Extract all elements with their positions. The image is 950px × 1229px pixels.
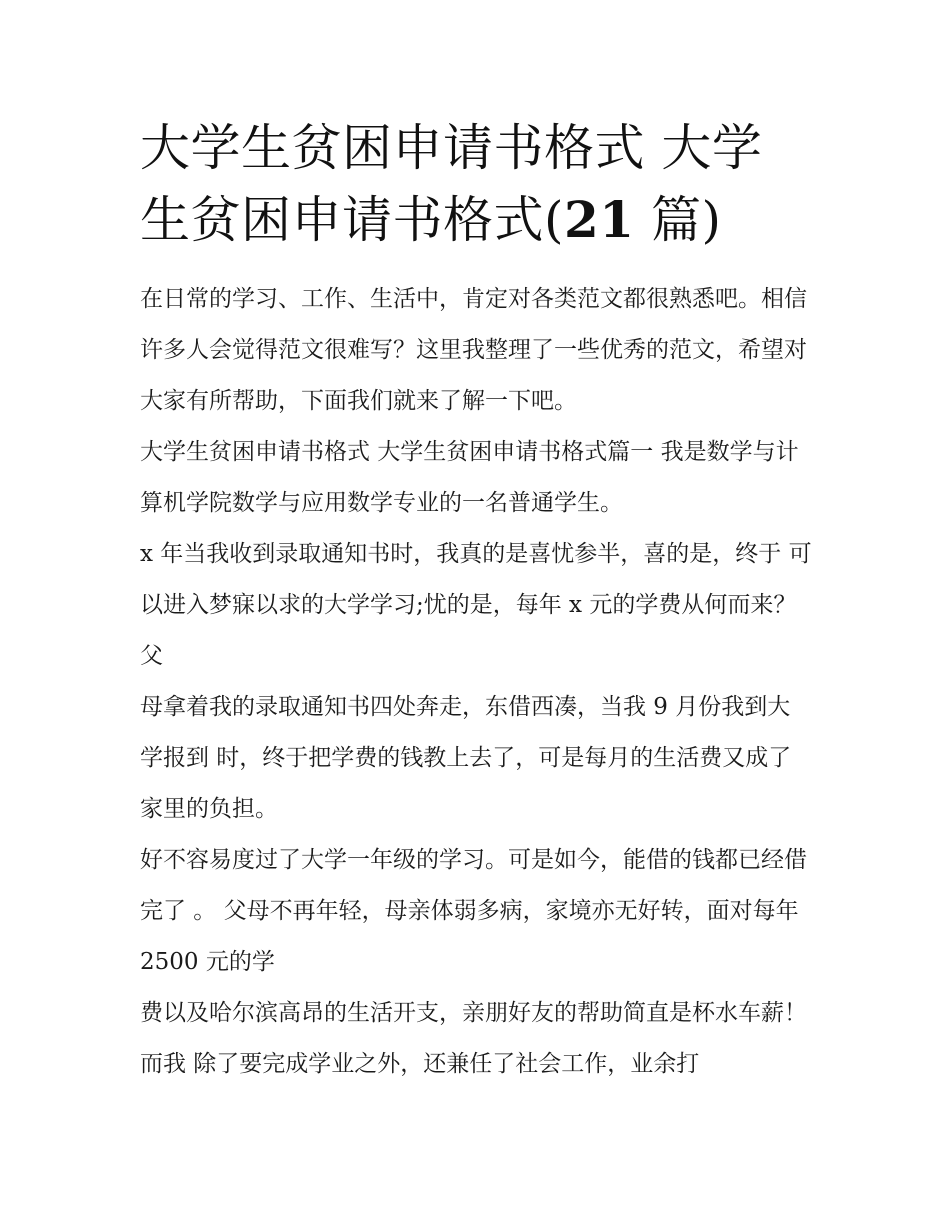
paragraph-5: 费以及哈尔滨高昂的生活开支，亲朋好友的帮助简直是杯水车薪！而我 除了要完成学业之外，还兼任了社会工作，业余打 [140,1000,807,1077]
paragraph-3: 母拿着我的录取通知书四处奔走，东借西凑，当我 9 月份我到大学报到 时，终于把学费的钱教上去了，可是每月的生活费又成了家里的负担。 [140,694,792,822]
title-text: 大学生贫困申请书格式 大学生贫困申请书格式( [140,119,763,249]
paragraph-2: x 年当我收到录取通知书时，我真的是喜忧参半，喜的是，终于 可以进入梦寐以求的大学学习;忧的是，每年 x 元的学费从何而来？父 [140,541,812,669]
title-count: 21 [564,190,635,249]
paragraph-4: 好不容易度过了大学一年级的学习。可是如今，能借的钱都已经借完了 。 父母不再年轻，母亲体弱多病，家境亦无好转，面对每年 2500 元的学 [140,847,807,975]
document-content [140,112,812,1090]
title-suffix: 篇) [634,191,722,249]
document-title [140,112,812,256]
paragraph-1: 大学生贫困申请书格式 大学生贫困申请书格式篇一 我是数学与计算机学院数学与应用数学专业的一名普通学生。 [140,439,799,516]
paragraph-intro: 在日常的学习、工作、生活中，肯定对各类范文都很熟悉吧。相信许多人会觉得范文很难写？这里我整理了一些优秀的范文，希望对大家有所帮助，下面我们就来了解一下吧。 [140,286,807,414]
document-body [140,274,812,1090]
